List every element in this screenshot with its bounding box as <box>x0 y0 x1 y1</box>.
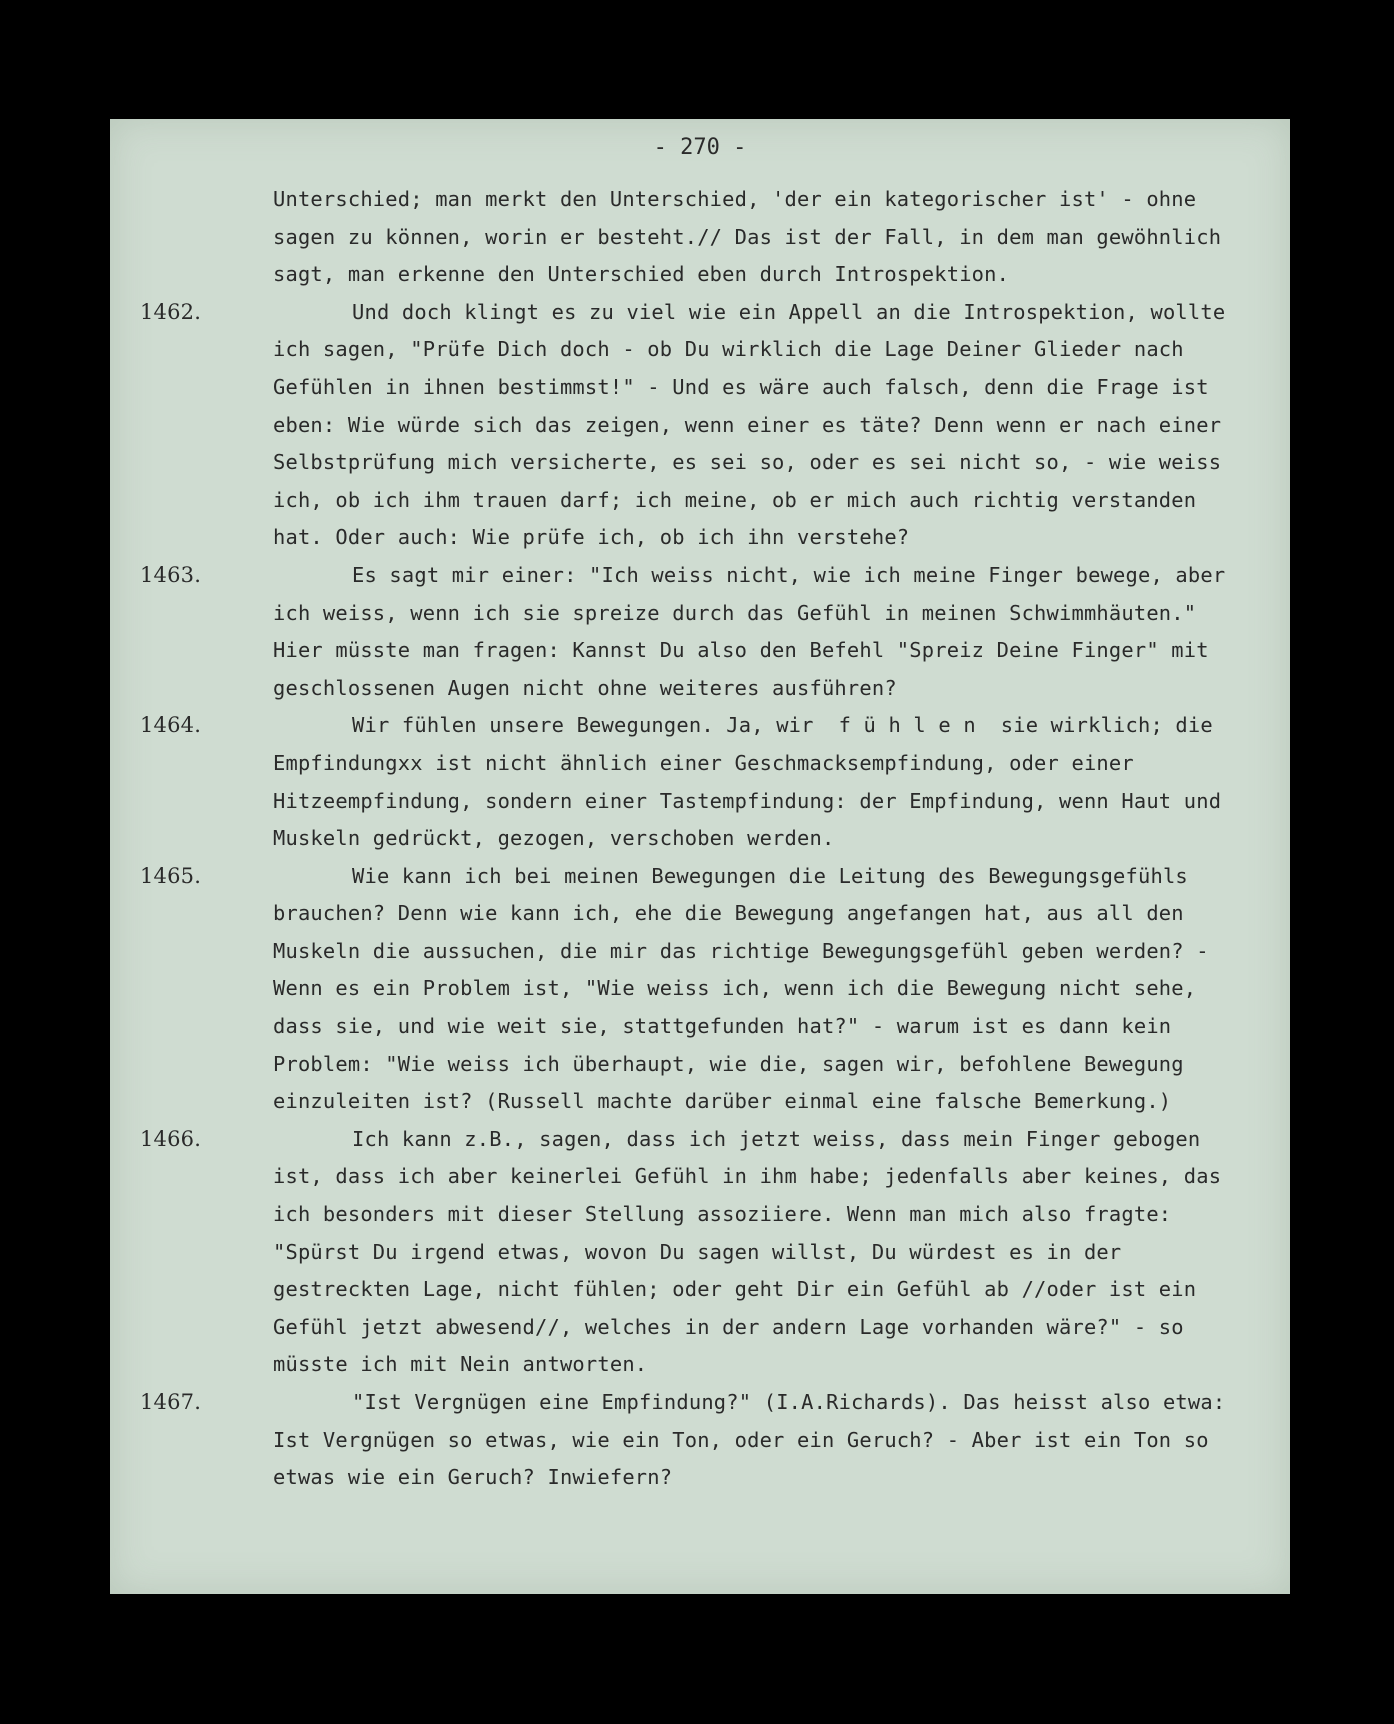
text-line <box>110 595 1290 633</box>
text-line <box>110 1121 1290 1159</box>
line-text: Empfindungxx ist nicht ähnlich einer Geschmacksempfindung, oder einer <box>273 750 1134 775</box>
line-text: ich besonders mit dieser Stellung assoziiere. Wenn man mich also fragte: <box>273 1202 1172 1227</box>
text-line <box>110 1422 1290 1460</box>
body-text <box>110 181 1290 1497</box>
paragraph-number: 1466. <box>140 1126 202 1151</box>
line-text: etwas wie ein Geruch? Inwiefern? <box>273 1465 673 1490</box>
line-text: Hitzeempfindung, sondern einer Tastempfindung: der Empfindung, wenn Haut und <box>273 788 1222 813</box>
line-text: gestreckten Lage, nicht fühlen; oder geht Dir ein Gefühl ab //oder ist ein <box>273 1277 1197 1302</box>
line-text: Hier müsste man fragen: Kannst Du also den Befehl "Spreiz Deine Finger" mit <box>273 638 1209 663</box>
text-line <box>110 970 1290 1008</box>
line-text: müsste ich mit Nein antworten. <box>273 1352 648 1377</box>
text-line <box>110 219 1290 257</box>
line-text: Unterschied; man merkt den Unterschied, 'der ein kategorischer ist' - ohne <box>273 187 1197 211</box>
text-line <box>110 331 1290 369</box>
line-text: "Spürst Du irgend etwas, wovon Du sagen willst, Du würdest es in der <box>273 1239 1122 1264</box>
text-line <box>110 519 1290 557</box>
line-text: Muskeln gedrückt, gezogen, verschoben werden. <box>273 826 835 851</box>
line-text: ich sagen, "Prüfe Dich doch - ob Du wirklich die Lage Deiner Glieder nach <box>273 337 1184 362</box>
line-text: Wenn es ein Problem ist, "Wie weiss ich, wenn ich die Bewegung nicht sehe, <box>273 976 1197 1001</box>
line-text: Ich kann z.B., sagen, dass ich jetzt weiss, dass mein Finger gebogen <box>352 1126 1201 1151</box>
paragraph-number: 1467. <box>140 1390 202 1414</box>
paragraph-number: 1463. <box>140 562 202 587</box>
line-text: hat. Oder auch: Wie prüfe ich, ob ich ihn verstehe? <box>273 525 910 550</box>
text-line <box>110 181 1290 219</box>
text-line <box>110 670 1290 708</box>
text-line <box>110 707 1290 745</box>
text-line <box>110 1196 1290 1234</box>
text-line <box>110 557 1290 595</box>
text-line <box>110 895 1290 933</box>
paragraph-number: 1465. <box>140 863 202 888</box>
text-line <box>110 482 1290 520</box>
line-text: brauchen? Denn wie kann ich, ehe die Bewegung angefangen hat, aus all den <box>273 901 1184 926</box>
text-line <box>110 745 1290 783</box>
line-text: eben: Wie würde sich das zeigen, wenn einer es täte? Denn wenn er nach einer <box>273 412 1222 437</box>
line-text: ist, dass ich aber keinerlei Gefühl in ihm habe; jedenfalls aber keines, das <box>273 1164 1222 1189</box>
line-text: ich weiss, wenn ich sie spreize durch das Gefühl in meinen Schwimmhäuten." <box>273 600 1197 625</box>
text-line <box>110 1384 1290 1422</box>
line-text: Wir fühlen unsere Bewegungen. Ja, wir f ü h l e n sie wirklich; die <box>352 713 1213 738</box>
line-text: Und doch klingt es zu viel wie ein Appell an die Introspektion, wollte <box>352 299 1226 324</box>
text-line <box>110 783 1290 821</box>
line-text: Ist Vergnügen so etwas, wie ein Ton, oder ein Geruch? - Aber ist ein Ton so <box>273 1427 1209 1452</box>
text-line <box>110 632 1290 670</box>
text-line <box>110 933 1290 971</box>
line-text: Muskeln die aussuchen, die mir das richtige Bewegungsgefühl geben werden? - <box>273 938 1209 963</box>
paragraph-number: 1464. <box>140 713 202 738</box>
line-text: sagen zu können, worin er besteht.// Das ist der Fall, in dem man gewöhnlich <box>273 224 1222 249</box>
paragraph-number: 1462. <box>140 299 202 324</box>
text-line <box>110 1346 1290 1384</box>
line-text: geschlossenen Augen nicht ohne weiteres ausführen? <box>273 675 897 700</box>
text-line <box>110 256 1290 294</box>
text-line <box>110 820 1290 858</box>
text-line <box>110 294 1290 332</box>
line-text: Problem: "Wie weiss ich überhaupt, wie die, sagen wir, befohlene Bewegung <box>273 1051 1184 1076</box>
text-line <box>110 858 1290 896</box>
line-text: einzuleiten ist? (Russell machte darüber einmal eine falsche Bemerkung.) <box>273 1089 1172 1114</box>
text-line <box>110 444 1290 482</box>
line-text: Wie kann ich bei meinen Bewegungen die Leitung des Bewegungsgefühls <box>352 863 1188 888</box>
line-text: Gefühlen in ihnen bestimmst!" - Und es wäre auch falsch, denn die Frage ist <box>273 374 1209 399</box>
text-line <box>110 1459 1290 1497</box>
text-line <box>110 1271 1290 1309</box>
text-line <box>110 369 1290 407</box>
line-text: Es sagt mir einer: "Ich weiss nicht, wie ich meine Finger bewege, aber <box>352 562 1226 587</box>
line-text: Selbstprüfung mich versicherte, es sei so, oder es sei nicht so, - wie weiss <box>273 450 1222 475</box>
text-line <box>110 1234 1290 1272</box>
text-line <box>110 1008 1290 1046</box>
line-text: ich, ob ich ihm trauen darf; ich meine, ob er mich auch richtig verstanden <box>273 487 1197 512</box>
line-text: Gefühl jetzt abwesend//, welches in der andern Lage vorhanden wäre?" - so <box>273 1314 1184 1339</box>
line-text: dass sie, und wie weit sie, stattgefunden hat?" - warum ist es dann kein <box>273 1014 1172 1039</box>
text-line <box>110 1046 1290 1084</box>
text-line <box>110 407 1290 445</box>
text-line <box>110 1309 1290 1347</box>
page-number: - 270 - <box>653 135 747 160</box>
line-text: sagt, man erkenne den Unterschied eben durch Introspektion. <box>273 262 1010 287</box>
text-line <box>110 1083 1290 1121</box>
typewritten-page <box>110 119 1290 1594</box>
line-text: "Ist Vergnügen eine Empfindung?" (I.A.Richards). Das heisst also etwa: <box>352 1390 1226 1414</box>
text-line <box>110 1158 1290 1196</box>
